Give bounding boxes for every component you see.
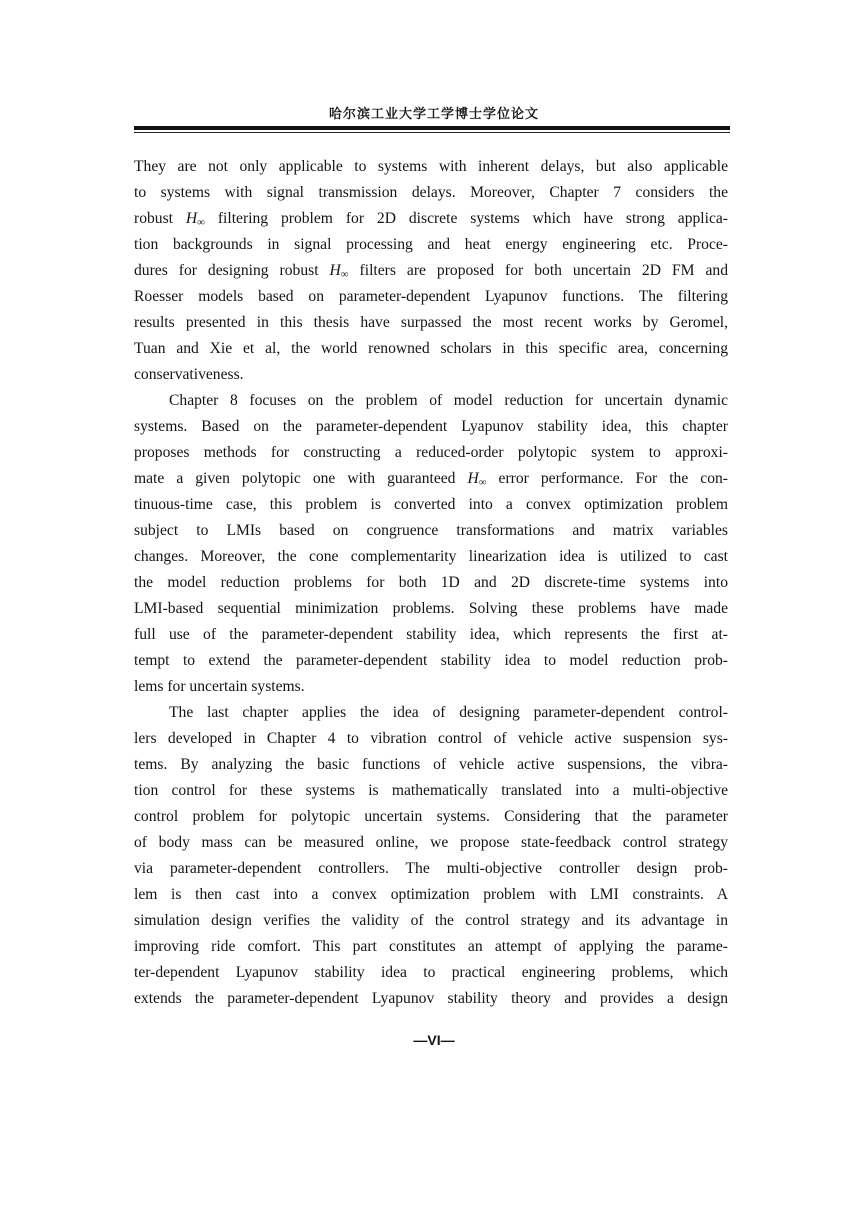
text-line: via parameter-dependent controllers. The multi-objective controller design prob- — [134, 860, 728, 877]
text-line: lers developed in Chapter 4 to vibration control of vehicle active suspension sys- — [134, 730, 728, 747]
text-line: to systems with signal transmission delays. Moreover, Chapter 7 considers the — [134, 184, 728, 201]
text-line: lems for uncertain systems. — [134, 678, 305, 695]
text-line: results presented in this thesis have surpassed the most recent works by Geromel, — [134, 314, 728, 331]
text-segment: dures for designing robust — [134, 262, 330, 279]
text-line: They are not only applicable to systems with inherent delays, but also applicable — [134, 158, 728, 175]
text-line — [134, 206, 728, 232]
text-line: tems. By analyzing the basic functions of vehicle active suspensions, the vibra- — [134, 756, 728, 773]
text-line: The last chapter applies the idea of designing parameter-dependent control- — [169, 704, 728, 721]
text-line: Roesser models based on parameter-dependent Lyapunov functions. The filtering — [134, 288, 728, 305]
text-line — [134, 258, 728, 284]
header-rule-thick — [134, 126, 730, 130]
h-infinity-symbol: $H_\infty$ — [185, 210, 205, 229]
text-line: changes. Moreover, the cone complementarity linearization idea is utilized to cast — [134, 548, 728, 565]
text-line: full use of the parameter-dependent stability idea, which represents the first at- — [134, 626, 728, 643]
text-segment: filters are proposed for both uncertain 2D FM and — [348, 262, 728, 279]
text-segment: robust — [134, 210, 186, 227]
text-segment: filtering problem for 2D discrete systems which have strong applica- — [204, 210, 728, 227]
h-infinity-symbol: $H_\infty$ — [329, 262, 349, 281]
text-line: improving ride comfort. This part constitutes an attempt of applying the parame- — [134, 938, 728, 955]
text-line: tempt to extend the parameter-dependent stability idea to model reduction prob- — [134, 652, 728, 669]
text-line: proposes methods for constructing a reduced-order polytopic system to approxi- — [134, 444, 728, 461]
text-line: of body mass can be measured online, we propose state-feedback control strategy — [134, 834, 728, 851]
text-line: Chapter 8 focuses on the problem of model reduction for uncertain dynamic — [169, 392, 728, 409]
text-line: simulation design verifies the validity of the control strategy and its advantage in — [134, 912, 728, 929]
header-rule-thin — [134, 132, 730, 133]
text-line: control problem for polytopic uncertain systems. Considering that the parameter — [134, 808, 728, 825]
text-line: tion control for these systems is mathematically translated into a multi-objective — [134, 782, 728, 799]
text-line: conservativeness. — [134, 366, 244, 383]
text-line — [134, 466, 728, 492]
text-line: Tuan and Xie et al, the world renowned scholars in this specific area, concerning — [134, 340, 728, 357]
text-segment: mate a given polytopic one with guaranteed — [134, 470, 468, 487]
running-header: 哈尔滨工业大学工学博士学位论文 — [328, 106, 539, 121]
text-line: subject to LMIs based on congruence transformations and matrix variables — [134, 522, 728, 539]
text-line: the model reduction problems for both 1D and 2D discrete-time systems into — [134, 574, 728, 591]
page-number: —VI— — [413, 1032, 455, 1048]
body-text — [134, 154, 728, 1012]
text-line: ter-dependent Lyapunov stability idea to practical engineering problems, which — [134, 964, 728, 981]
h-infinity-symbol: $H_\infty$ — [467, 470, 487, 489]
text-line: systems. Based on the parameter-dependent Lyapunov stability idea, this chapter — [134, 418, 728, 435]
text-line: lem is then cast into a convex optimization problem with LMI constraints. A — [134, 886, 728, 903]
text-line: LMI-based sequential minimization problems. Solving these problems have made — [134, 600, 728, 617]
text-line: tion backgrounds in signal processing and heat energy engineering etc. Proce- — [134, 236, 728, 253]
text-line: tinuous-time case, this problem is converted into a convex optimization problem — [134, 496, 728, 513]
text-line: extends the parameter-dependent Lyapunov stability theory and provides a design — [134, 990, 728, 1007]
text-segment: error performance. For the con- — [486, 470, 728, 487]
